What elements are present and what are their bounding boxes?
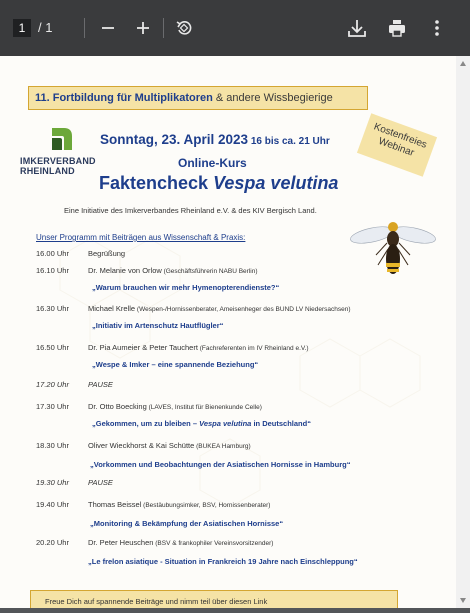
initiative-line: Eine Initiative des Imkerverbandes Rheinland e.V. & des KIV Bergisch Land. xyxy=(64,206,317,215)
program-talk-title: „Monitoring & Bekämpfung der Asiatischen Hornisse“ xyxy=(90,519,284,528)
program-time: 19.40 Uhr xyxy=(36,500,69,509)
program-time: 16.10 Uhr xyxy=(36,266,69,275)
program-speaker-line xyxy=(88,304,351,313)
program-speaker-line xyxy=(88,343,309,352)
zoom-out-button[interactable] xyxy=(96,16,120,40)
banner-text: & andere Wissbegierige xyxy=(212,92,333,104)
program-talk-title xyxy=(92,419,311,428)
program-speaker-line xyxy=(88,266,258,275)
program-time: 16.00 Uhr xyxy=(36,249,69,258)
program-speaker: Begrüßung xyxy=(88,249,126,258)
program-affiliation: (Fachreferenten im IV Rheinland e.V.) xyxy=(197,345,309,352)
page-total: / 1 xyxy=(38,20,53,35)
program-speaker-line xyxy=(88,380,113,389)
program-affiliation: (Wespen-/Hornissenberater, Ameisenheger des BUND LV Niedersachsen) xyxy=(135,306,351,313)
rotate-icon xyxy=(172,16,196,40)
title-italic: Vespa velutina xyxy=(213,173,339,193)
program-speaker-line xyxy=(88,538,273,547)
program-affiliation: (BUKEA Hamburg) xyxy=(194,443,251,450)
program-speaker: Michael Krelle xyxy=(88,304,136,313)
hornet-illustration xyxy=(350,219,436,279)
program-time: 19.30 Uhr xyxy=(36,478,69,487)
program-time: 18.30 Uhr xyxy=(36,441,69,450)
program-speaker-line xyxy=(88,402,262,411)
zoom-in-button[interactable] xyxy=(131,16,155,40)
download-button[interactable] xyxy=(345,16,369,40)
program-affiliation: (Bestäubungsimker, BSV, Hornissenberater) xyxy=(141,502,271,509)
program-speaker: Dr. Otto Boecking xyxy=(88,402,147,411)
free-webinar-note: Kostenfreies Webinar xyxy=(357,113,437,176)
program-time: 16.30 Uhr xyxy=(36,304,69,313)
scrollbar[interactable] xyxy=(456,56,470,608)
program-time: 16.50 Uhr xyxy=(36,343,69,352)
program-speaker-line xyxy=(88,500,270,509)
program-speaker-line xyxy=(88,441,251,450)
download-icon xyxy=(345,16,369,40)
program-speaker: PAUSE xyxy=(88,380,113,389)
program-affiliation: (LAVES, Institut für Bienenkunde Celle) xyxy=(146,404,262,411)
program-speaker-line xyxy=(88,249,125,258)
title-main: Faktencheck xyxy=(99,173,214,193)
page-number-input[interactable]: 1 xyxy=(13,19,31,37)
program-speaker: Thomas Beissel xyxy=(88,500,142,509)
program-time: 17.20 Uhr xyxy=(36,380,69,389)
program-heading: Unser Programm mit Beiträgen aus Wissenschaft & Praxis: xyxy=(36,233,246,242)
program-speaker: PAUSE xyxy=(88,478,113,487)
talk-title-part: „Gekommen, um zu bleiben – xyxy=(92,419,200,428)
toolbar-divider xyxy=(163,18,164,38)
program-speaker-line xyxy=(88,478,113,487)
footer-box: Freue Dich auf spannende Beiträge und nimm teil über diesen Link xyxy=(30,590,398,608)
print-icon xyxy=(385,16,409,40)
event-date xyxy=(100,132,330,147)
event-title xyxy=(99,173,338,194)
date-main: Sonntag, 23. April 2023 xyxy=(100,132,249,147)
event-format: Online-Kurs xyxy=(178,156,247,170)
program-speaker: Oliver Wieckhorst & Kai Schütte xyxy=(88,441,195,450)
logo-line-1: IMKERVERBAND xyxy=(20,156,96,166)
banner-bold-text: 11. Fortbildung für Multiplikatoren xyxy=(35,92,213,104)
program-talk-title: „Le frelon asiatique - Situation in Frankreich 19 Jahre nach Einschleppung“ xyxy=(88,557,358,566)
program-affiliation: (Geschäftsführerin NABU Berlin) xyxy=(161,268,258,275)
program-time: 20.20 Uhr xyxy=(36,538,69,547)
pdf-page xyxy=(0,56,456,608)
program-talk-title: „Warum brauchen wir mehr Hymenopterendienste?“ xyxy=(92,283,280,292)
rotate-button[interactable] xyxy=(172,16,196,40)
logo-line-2: RHEINLAND xyxy=(20,166,75,176)
talk-title-part: in Deutschland“ xyxy=(251,419,311,428)
program-affiliation: (BSV & frankophiler Vereinsvorsitzender) xyxy=(153,540,274,547)
minus-icon xyxy=(96,16,120,40)
program-speaker: Dr. Melanie von Orlow xyxy=(88,266,162,275)
program-speaker: Dr. Peter Heuschen xyxy=(88,538,154,547)
scroll-up-icon[interactable] xyxy=(460,61,466,66)
more-options-button[interactable] xyxy=(425,16,449,40)
scroll-down-icon[interactable] xyxy=(460,598,466,603)
program-time: 17.30 Uhr xyxy=(36,402,69,411)
talk-title-species: Vespa velutina xyxy=(199,419,252,428)
print-button[interactable] xyxy=(385,16,409,40)
pdf-toolbar xyxy=(0,0,470,56)
plus-icon xyxy=(131,16,155,40)
logo-text xyxy=(20,156,96,176)
program-speaker: Dr. Pia Aumeier & Peter Tauchert xyxy=(88,343,198,352)
toolbar-divider xyxy=(84,18,85,38)
program-talk-title: „Initiativ im Artenschutz Hautflügler“ xyxy=(92,321,224,330)
more-vert-icon xyxy=(425,16,449,40)
program-talk-title: „Wespe & Imker – eine spannende Beziehung“ xyxy=(92,360,259,369)
logo-mark-icon xyxy=(50,126,74,152)
event-banner xyxy=(28,86,368,110)
program-talk-title: „Vorkommen und Beobachtungen der Asiatischen Hornisse in Hamburg“ xyxy=(90,460,351,469)
scrollbar-track[interactable] xyxy=(456,56,470,608)
date-time: 16 bis ca. 21 Uhr xyxy=(248,136,330,147)
